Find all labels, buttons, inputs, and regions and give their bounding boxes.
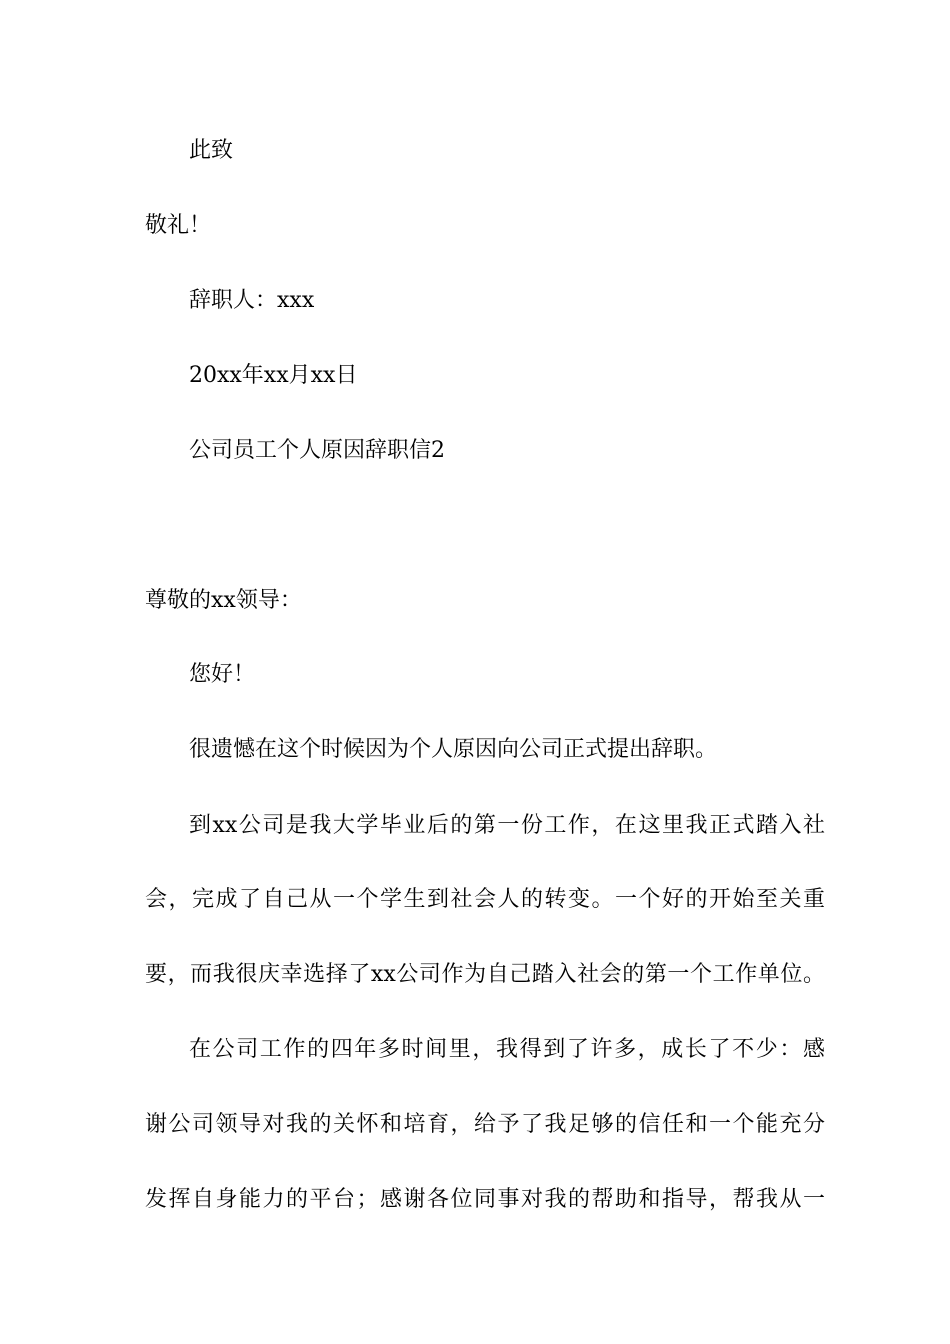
date-line: 20xx年xx月xx日	[189, 363, 358, 388]
paragraph-1: 很遗憾在这个时候因为个人原因向公司正式提出辞职。	[189, 737, 718, 762]
signer-line: 辞职人：xxx	[189, 288, 315, 313]
letter-greeting: 尊敬的xx领导：	[145, 588, 302, 613]
letter-hello: 您好！	[189, 662, 256, 687]
paragraph-3-line-3: 发挥自身能力的平台；感谢各位同事对我的帮助和指导，帮我从一	[145, 1187, 825, 1212]
paragraph-3-line-2: 谢公司领导对我的关怀和培育，给予了我足够的信任和一个能充分	[145, 1112, 825, 1137]
paragraph-2-line-2: 会，完成了自己从一个学生到社会人的转变。一个好的开始至关重	[145, 887, 825, 912]
paragraph-3-line-1: 在公司工作的四年多时间里，我得到了许多，成长了不少：感	[189, 1037, 825, 1062]
section-title: 公司员工个人原因辞职信2	[189, 438, 445, 463]
closing-salutation: 此致	[189, 138, 234, 163]
closing-regards: 敬礼！	[145, 213, 212, 238]
paragraph-2-line-1: 到xx公司是我大学毕业后的第一份工作，在这里我正式踏入社	[189, 813, 825, 838]
paragraph-2-line-3: 要，而我很庆幸选择了xx公司作为自己踏入社会的第一个工作单位。	[145, 962, 825, 987]
